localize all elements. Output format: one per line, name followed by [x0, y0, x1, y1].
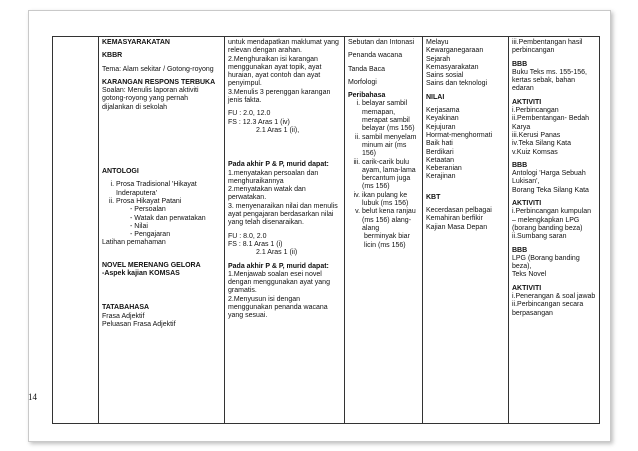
outcome-text: 1.Menjawab soalan esei novel dengan menggunakan ayat yang gramatis.: [228, 270, 330, 295]
activity-item: i.Perbincangan kumpulan – melengkapkan LPG (borang banding beza): [512, 208, 591, 232]
fu-text: FU : 2.0, 12.0: [228, 110, 271, 118]
subject-item: Melayu: [426, 39, 449, 46]
list-item: i. Prosa Tradisional 'Hikayat Inderaputera': [116, 181, 221, 198]
bbb-text: LPG (Borang banding beza),: [512, 254, 580, 271]
outcome-text: 2.Menyusun isi dengan menggunakan penanda wacana yang sesuai.: [228, 295, 328, 320]
grammar-column-cell: [345, 37, 423, 424]
aktiviti-heading: AKTIVITI: [512, 98, 542, 106]
activity-item: iii.Kerusi Panas: [512, 131, 561, 139]
tatabahasa-heading: TATABAHASA: [102, 304, 150, 312]
peribahasa-heading: Peribahasa: [348, 92, 386, 100]
objective-text: 3.Menulis 3 perenggan karangan jenis fakta.: [228, 88, 331, 105]
activity-item: iv.Teka Silang Kata: [512, 140, 572, 148]
activity-item: ii.Sumbang saran: [512, 233, 567, 241]
fs-text: 2.1 Aras 1 (ii): [256, 249, 298, 257]
value-item: Kejujuran: [426, 123, 456, 131]
value-item: Hormat-menghormati: [426, 131, 493, 139]
outcome-heading: Pada akhir P & P, murid dapat:: [228, 262, 329, 270]
soalan-text: Soalan: Menulis laporan aktiviti gotong-royong yang pernah dijalankan di sekolah: [102, 87, 199, 111]
activities-column-cell: [509, 37, 600, 424]
values-column-cell: [423, 37, 509, 424]
novel-subheading: -Aspek kajian KOMSAS: [102, 270, 180, 278]
kbt-item: Kecerdasan pelbagai: [426, 207, 492, 215]
kbt-item: Kajian Masa Depan: [426, 223, 488, 231]
list-item: - Persoalan: [130, 206, 221, 214]
grammar-item: Penanda wacana: [348, 52, 403, 60]
bbb-text: Buku Teks ms. 155-156, kertas sebak, bahan edaran: [512, 68, 587, 93]
kbt-heading: KBT: [426, 193, 441, 201]
subject-item: Kewarganegaraan: [426, 47, 484, 55]
antologi-list: [102, 181, 221, 239]
fs-text: 2.1 Aras 1 (ii),: [256, 126, 300, 134]
kbt-item: Kemahiran berfikir: [426, 215, 483, 223]
content-column-cell: [99, 37, 225, 424]
value-item: Kerjasama: [426, 107, 460, 115]
list-item: ii. sambil menyelam minum air (ms 156): [362, 134, 419, 159]
latihan-text: Latihan pemahaman: [102, 239, 166, 247]
value-item: Berdikari: [426, 148, 454, 156]
bbb-heading: BBB: [512, 60, 528, 68]
peribahasa-continuation: berminyak biar licin (ms 156): [364, 233, 410, 249]
kbbr-heading: KBBR: [102, 52, 123, 60]
novel-heading: NOVEL MERENANG GELORA: [102, 261, 201, 269]
tema-text: Tema: Alam sekitar / Gotong-royong: [102, 65, 214, 73]
activity-item: ii.Pembentangan- Bedah Karya: [512, 115, 590, 131]
activity-item: v.Kuiz Komsas: [512, 148, 558, 156]
list-item: - Pengajaran: [130, 231, 221, 239]
value-item: Keberanian: [426, 165, 462, 173]
activity-item: i.Perbincangan: [512, 107, 559, 115]
list-item: i. belayar sambil memapan, merapat sambil belayar (ms 156): [362, 100, 419, 133]
subject-item: Sains dan teknologi: [426, 80, 488, 88]
value-item: Keyakinan: [426, 115, 459, 123]
table-row: [53, 37, 600, 424]
respons-heading: KARANGAN RESPONS TERBUKA: [102, 78, 216, 86]
subject-item: Sains sosial: [426, 72, 464, 80]
list-item: - Nilai: [130, 223, 221, 231]
antologi-heading: ANTOLOGI: [102, 168, 139, 176]
fs-text: FS : 8.1 Aras 1 (i): [228, 240, 283, 248]
objective-text: 2.Menghuraikan isi karangan menggunakan ayat topik, ayat huraian, ayat contoh dan ayat penyimpul.: [228, 55, 322, 88]
bbb-text: Borang Teka Silang Kata: [512, 186, 589, 194]
bbb-heading: BBB: [512, 161, 528, 169]
fu-text: FU : 8.0, 2.0: [228, 232, 267, 240]
objectives-column-cell: [225, 37, 345, 424]
value-item: Ketaatan: [426, 156, 455, 164]
list-item: ii. Prosa Hikayat Patani - Persoalan - Watak dan perwatakan - Nilai - Pengajaran: [116, 198, 221, 239]
nilai-heading: NILAI: [426, 93, 445, 101]
list-item: iv. ikan pulang ke lubuk (ms 156): [362, 192, 419, 209]
activity-item: i.Penerangan & soal jawab: [512, 293, 596, 301]
bbb-text: Teks Novel: [512, 271, 547, 279]
outcome-heading: Pada akhir P & P, murid dapat:: [228, 161, 329, 169]
bbb-heading: BBB: [512, 246, 528, 254]
aktiviti-heading: AKTIVITI: [512, 284, 542, 292]
value-item: Kerajinan: [426, 173, 456, 181]
page-number: 14: [28, 392, 37, 402]
outcome-text: 1.menyatakan persoalan dan menghuraikannya: [228, 169, 319, 185]
peluasan-text: Peluasan Frasa Adjektif: [102, 320, 176, 328]
grammar-item: Tanda Baca: [348, 65, 385, 73]
outcome-text: 3. menyenaraikan nilai dan menulis ayat pengajaran berdasarkan nilai yang telah disenaraikan.: [228, 202, 338, 227]
subject-item: Sejarah: [426, 55, 451, 63]
bbb-text: Antologi 'Harga Sebuah Lukisan',: [512, 170, 586, 186]
grammar-item: Sebutan dan Intonasi: [348, 39, 415, 46]
document-page: [28, 10, 611, 442]
list-item: iii. carik-carik bulu ayam, lama-lama bercantum juga (ms 156): [362, 159, 419, 192]
value-item: Baik hati: [426, 140, 453, 148]
activity-text: iii.Pembentangan hasil perbincangan: [512, 39, 583, 55]
outcome-text: 2.menyatakan watak dan perwatakan.: [228, 186, 306, 202]
peribahasa-list: [348, 100, 419, 233]
lesson-plan-table: [52, 36, 600, 424]
activity-item: ii.Perbincangan secara berpasangan: [512, 301, 584, 317]
list-item: - Watak dan perwatakan: [130, 215, 221, 223]
fs-text: FS : 12.3 Aras 1 (iv): [228, 118, 290, 126]
objective-text: untuk mendapatkan maklumat yang relevan dengan arahan.: [228, 39, 339, 55]
grammar-item: Morfologi: [348, 78, 377, 86]
blank-column-cell: [53, 37, 99, 424]
aktiviti-heading: AKTIVITI: [512, 200, 542, 208]
antologi-sub-list: [116, 206, 221, 239]
kemasyarakatan-heading: KEMASYARAKATAN: [102, 39, 170, 46]
frasa-text: Frasa Adjektif: [102, 312, 145, 320]
subject-item: Kemasyarakatan: [426, 63, 479, 71]
list-item: v. belut kena ranjau (ms 156) alang-alang: [362, 208, 419, 233]
